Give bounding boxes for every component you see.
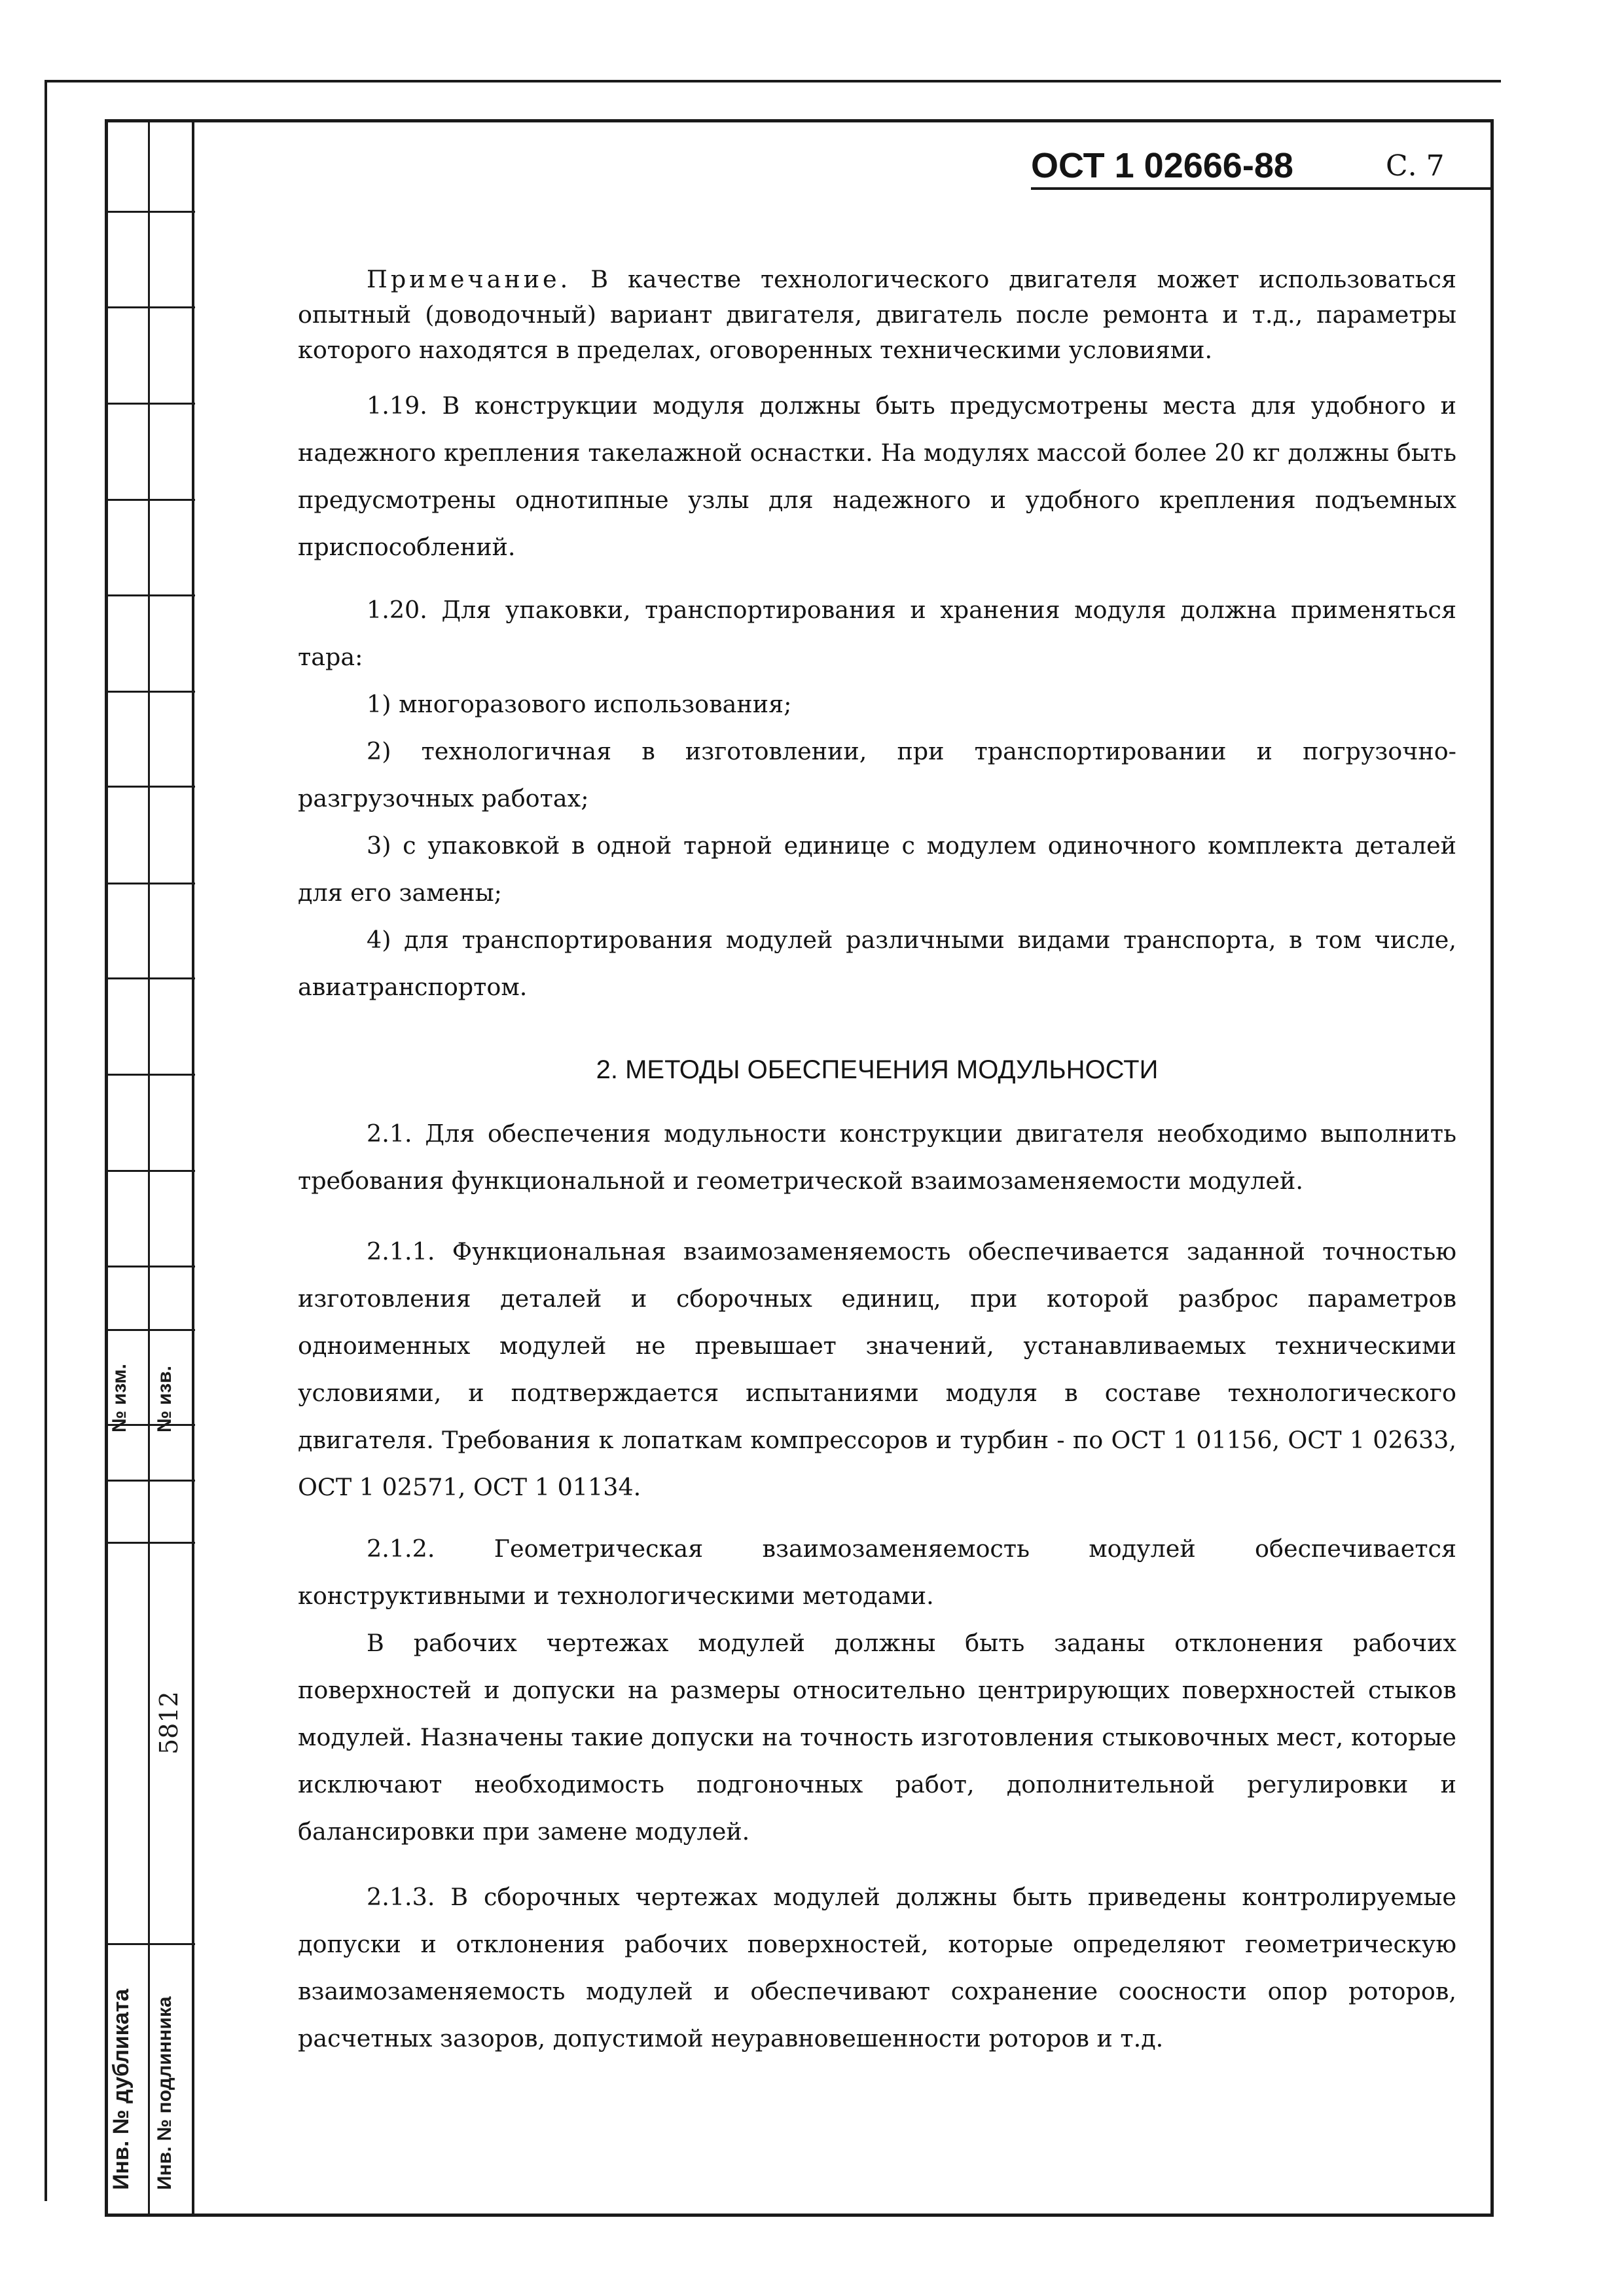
strip-label-izm: № изм. bbox=[109, 1364, 130, 1432]
paragraph-1-20: 1.20. Для упаковки, транспортирования и хранения модуля должна применяться тара: bbox=[298, 596, 1456, 671]
strip-cell-line bbox=[105, 691, 195, 693]
strip-cell-line bbox=[105, 1074, 195, 1076]
strip-cell-line bbox=[105, 211, 195, 213]
strip-cell-line bbox=[105, 786, 195, 788]
body-block-4 bbox=[298, 1228, 1456, 1511]
strip-cell-line bbox=[105, 1542, 195, 1544]
list-item-4: 4) для транспортирования модулей различными видами транспорта, в том числе, авиатранспортом. bbox=[298, 926, 1456, 1001]
note-paragraph bbox=[298, 262, 1456, 368]
body-block-5 bbox=[298, 1525, 1456, 1855]
left-stamp-strip bbox=[105, 119, 195, 2217]
paragraph-1-19: 1.19. В конструкции модуля должны быть предусмотрены места для удобного и надежного крепления такелажной оснастки. На модулях массой более 20 кг должны быть предусмотрены однотипные узлы для надежного и удобного крепления подъемных приспособлений. bbox=[298, 392, 1456, 561]
strip-value-podlinnik: 5812 bbox=[154, 1691, 183, 1755]
body-block-3 bbox=[298, 1110, 1456, 1205]
note-text: В качестве технологического двигателя может использоваться опытный (доводочный) вариант двигателя, двигатель после ремонта и т.д., параметры которого находятся в пределах, оговоренных техническими условиями. bbox=[298, 265, 1456, 364]
strip-cell-line bbox=[105, 1170, 195, 1172]
body-block-6 bbox=[298, 1874, 1456, 2062]
strip-separator bbox=[192, 119, 194, 2217]
paragraph-2-1-2-continued: В рабочих чертежах модулей должны быть заданы отклонения рабочих поверхностей и допуски на размеры относительно центрирующих поверхностей стыков модулей. Назначены такие допуски на точность изготовления стыковочных мест, которые исключают необходимость подгоночных работ, дополнительной регулировки и балансировки при замене модулей. bbox=[298, 1629, 1456, 1846]
list-item-1: 1) многоразового использования; bbox=[367, 690, 792, 718]
outer-border-top bbox=[45, 80, 1501, 82]
outer-border-left bbox=[45, 80, 47, 2201]
strip-cell-line bbox=[105, 1480, 195, 1482]
strip-cell-line bbox=[105, 977, 195, 979]
strip-label-izv: № изв. bbox=[154, 1366, 175, 1432]
strip-cell-line bbox=[105, 594, 195, 596]
paragraph-2-1-2: 2.1.2. Геометрическая взаимозаменяемость модулей обеспечивается конструктивными и технологическими методами. bbox=[298, 1535, 1456, 1610]
note-label: Примечание. bbox=[367, 265, 571, 293]
strip-label-inv-dublikata: Инв. № дубликата bbox=[109, 1988, 134, 2190]
section-heading: 2. МЕТОДЫ ОБЕСПЕЧЕНИЯ МОДУЛЬНОСТИ bbox=[596, 1055, 1159, 1084]
list-item-3: 3) с упаковкой в одной тарной единице с модулем одиночного комплекта деталей для его замены; bbox=[298, 831, 1456, 907]
strip-cell-line bbox=[105, 499, 195, 501]
header-underline bbox=[1031, 187, 1492, 190]
body-block-1 bbox=[298, 382, 1456, 571]
paragraph-2-1-3: 2.1.3. В сборочных чертежах модулей должны быть приведены контролируемые допуски и отклонения рабочих поверхностей, которые определяют геометрическую взаимозаменяемость модулей и обеспечивают сохранение соосности опор роторов, расчетных зазоров, допустимой неуравновешенности роторов и т.д. bbox=[298, 1883, 1456, 2052]
strip-cell-line bbox=[105, 306, 195, 308]
list-item-2: 2) технологичная в изготовлении, при транспортировании и погрузочно-разгрузочных работах; bbox=[298, 737, 1456, 812]
document-code: ОСТ 1 02666-88 bbox=[1031, 146, 1293, 185]
strip-cell-line bbox=[105, 1943, 195, 1945]
strip-cell-line bbox=[105, 1266, 195, 1267]
paragraph-2-1: 2.1. Для обеспечения модульности конструкции двигателя необходимо выполнить требования функциональной и геометрической взаимозаменяемости модулей. bbox=[298, 1120, 1456, 1195]
strip-cell-line bbox=[105, 883, 195, 884]
strip-label-inv-podlinnika: Инв. № подлинника bbox=[154, 1996, 175, 2190]
strip-cell-line bbox=[105, 403, 195, 405]
paragraph-2-1-1: 2.1.1. Функциональная взаимозаменяемость обеспечивается заданной точностью изготовления деталей и сборочных единиц, при которой разброс параметров одноименных модулей не превышает значений, устанавливаемых техническими условиями, и подтверждается испытаниями модуля в составе технологического двигателя. Требования к лопаткам компрессоров и турбин - по ОСТ 1 01156, ОСТ 1 02633, ОСТ 1 02571, ОСТ 1 01134. bbox=[298, 1237, 1456, 1501]
page-number: С. 7 bbox=[1386, 149, 1445, 183]
strip-column-divider bbox=[148, 119, 150, 2217]
body-block-2 bbox=[298, 587, 1456, 1011]
strip-cell-line bbox=[105, 1329, 195, 1331]
